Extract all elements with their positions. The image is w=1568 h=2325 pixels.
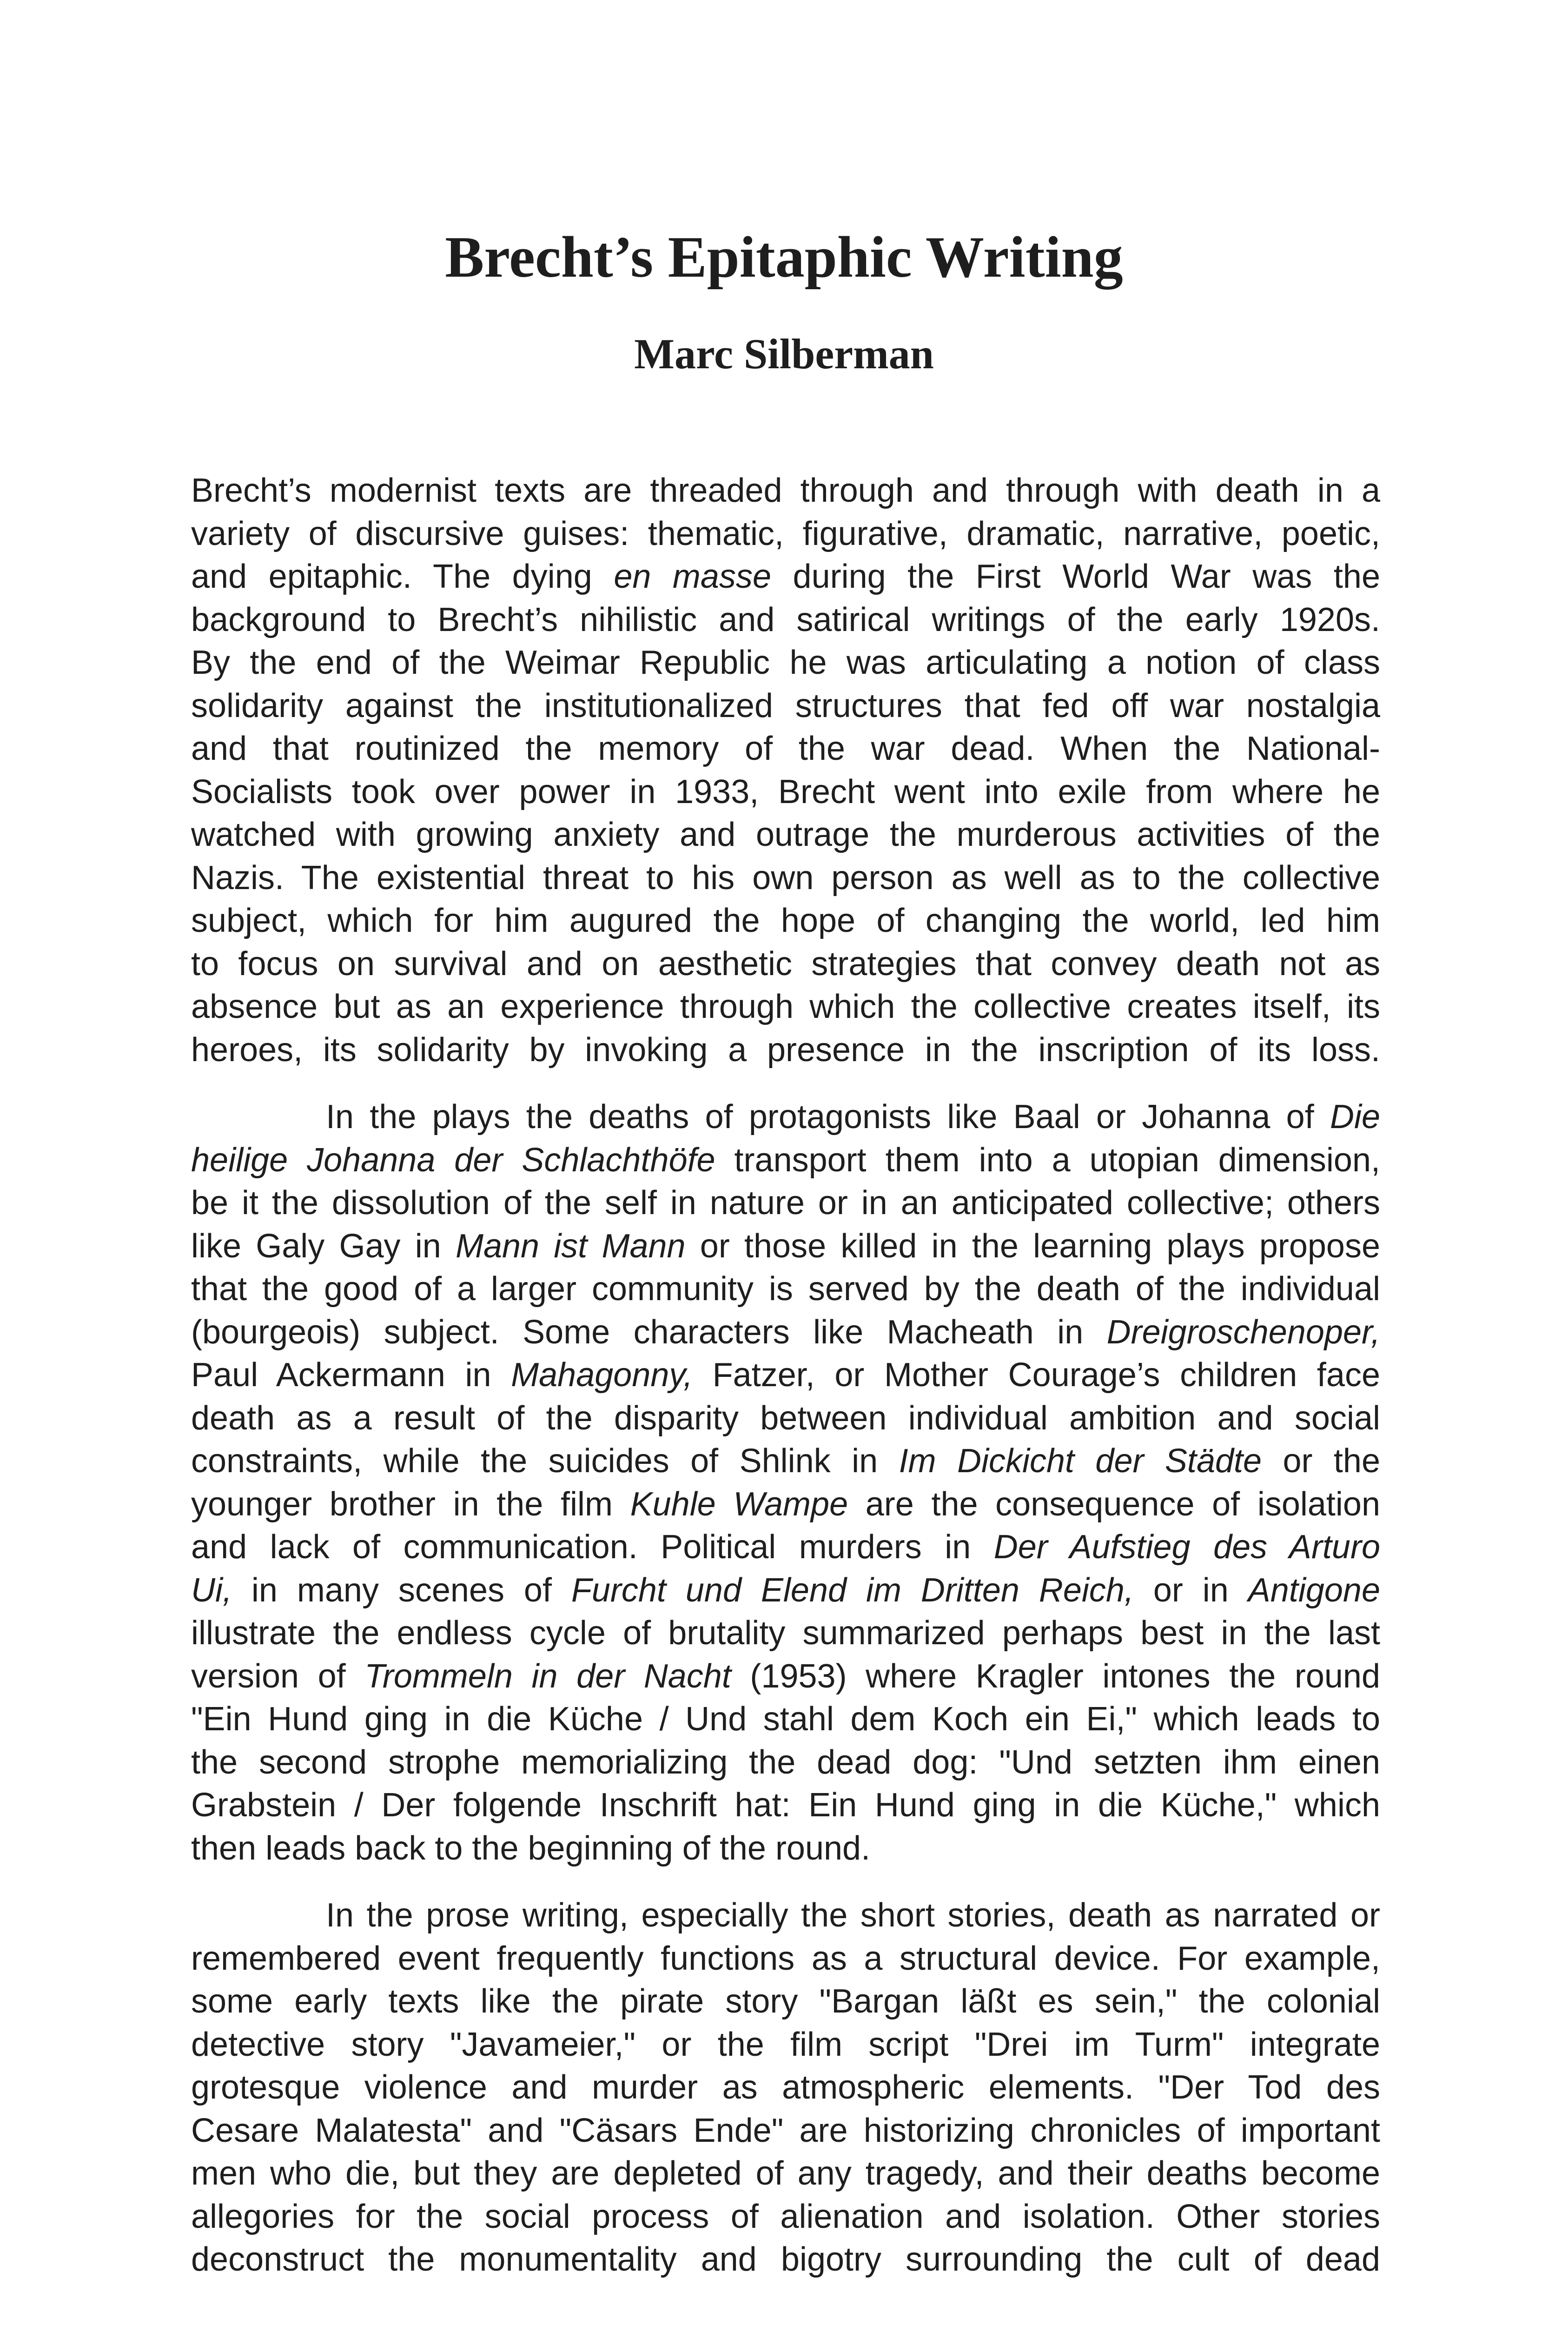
text-run: the second strophe memorializing the dead dog: "Und setzten ihm einen: [191, 1743, 1380, 1781]
text-line: [191, 1483, 1380, 1526]
text-line: [191, 943, 1380, 986]
text-line: [191, 1139, 1380, 1182]
text-line: [191, 899, 1380, 943]
text-line: [191, 1827, 1380, 1870]
author-name: Marc Silberman: [634, 330, 934, 378]
paragraph: [191, 1894, 1380, 2281]
text-line: [191, 1741, 1380, 1784]
text-run: version of: [191, 1657, 365, 1695]
text-run: Brecht’s modernist texts are threaded through and through with death in a: [191, 472, 1380, 509]
text-run: constraints, while the suicides of Shlink in: [191, 1442, 899, 1480]
italic-text-run: Antigone: [1248, 1571, 1381, 1609]
text-line: [191, 2152, 1380, 2195]
text-run: absence but as an experience through which the collective creates itself, its: [191, 988, 1380, 1025]
text-line: [191, 555, 1380, 598]
text-run: By the end of the Weimar Republic he was articulating a notion of class: [191, 644, 1380, 681]
text-run: Fatzer, or Mother Courage’s children face: [693, 1356, 1380, 1394]
text-line: [191, 1569, 1380, 1612]
text-run: in many scenes of: [232, 1571, 571, 1609]
italic-text-run: heilige Johanna der Schlachthöfe: [191, 1141, 715, 1179]
text-run: illustrate the endless cycle of brutality summarized perhaps best in the last: [191, 1614, 1380, 1652]
text-line: [191, 2109, 1380, 2152]
text-run: Paul Ackermann in: [191, 1356, 511, 1394]
text-run: heroes, its solidarity by invoking a presence in the inscription of its loss.: [191, 1031, 1380, 1069]
article-title: Brecht’s Epitaphic Writing: [445, 225, 1123, 290]
text-run: or those killed in the learning plays propose: [685, 1227, 1381, 1265]
text-line: [191, 684, 1380, 728]
text-line: [191, 1397, 1380, 1440]
italic-text-run: Im Dickicht der Städte: [899, 1442, 1262, 1480]
text-line: [191, 1029, 1380, 1072]
text-run: that the good of a larger community is served by the death of the individual: [191, 1270, 1380, 1308]
text-run: watched with growing anxiety and outrage the murderous activities of the: [191, 816, 1380, 853]
text-line: [191, 2238, 1380, 2281]
text-line: [191, 1440, 1380, 1483]
italic-text-run: Kuhle Wampe: [630, 1485, 848, 1523]
text-line: [191, 598, 1380, 642]
text-run: background to Brecht’s nihilistic and satirical writings of the early 1920s.: [191, 601, 1380, 638]
text-line: [191, 1096, 1380, 1139]
text-line: [191, 1894, 1380, 1937]
text-line: [191, 2066, 1380, 2109]
text-run: solidarity against the institutionalized structures that fed off war nostalgia: [191, 687, 1380, 724]
text-run: and epitaphic. The dying: [191, 558, 614, 595]
italic-text-run: Der Aufstieg des Arturo: [993, 1528, 1380, 1566]
text-run: or in: [1133, 1571, 1248, 1609]
text-line: [191, 2023, 1380, 2066]
text-line: [191, 1937, 1380, 1980]
text-run: remembered event frequently functions as a structural device. For example,: [191, 1940, 1380, 1977]
text-run: men who die, but they are depleted of any tragedy, and their deaths become: [191, 2155, 1380, 2192]
article-body: [191, 469, 1380, 2281]
text-run: allegories for the social process of alienation and isolation. Other stories: [191, 2198, 1380, 2235]
text-line: [191, 857, 1380, 900]
text-line: [191, 1612, 1380, 1655]
text-line: [191, 1268, 1380, 1311]
text-line: [191, 1182, 1380, 1225]
text-line: [191, 469, 1380, 512]
text-line: [191, 985, 1380, 1029]
text-line: [191, 727, 1380, 771]
italic-text-run: Mahagonny,: [511, 1356, 693, 1394]
text-line: [191, 1698, 1380, 1741]
text-run: death as a result of the disparity between individual ambition and social: [191, 1399, 1380, 1437]
text-line: [191, 771, 1380, 814]
text-run: younger brother in the film: [191, 1485, 630, 1523]
text-run: Socialists took over power in 1933, Brecht went into exile from where he: [191, 773, 1380, 810]
text-run: "Ein Hund ging in die Küche / Und stahl dem Koch ein Ei," which leads to: [191, 1701, 1380, 1738]
text-run: during the First World War was the: [771, 558, 1380, 595]
text-run: subject, which for him augured the hope of changing the world, led him: [191, 902, 1380, 939]
text-run: variety of discursive guises: thematic, figurative, dramatic, narrative, poetic,: [191, 515, 1380, 552]
italic-text-run: Die: [1330, 1098, 1380, 1136]
text-line: [191, 512, 1380, 556]
text-run: transport them into a utopian dimension,: [715, 1141, 1380, 1179]
text-run: or the: [1262, 1442, 1381, 1480]
text-line: [191, 1980, 1380, 2023]
text-run: In the plays the deaths of protagonists like Baal or Johanna of: [326, 1098, 1330, 1136]
text-run: like Galy Gay in: [191, 1227, 456, 1265]
text-line: [191, 1655, 1380, 1698]
text-line: [191, 2195, 1380, 2239]
text-run: be it the dissolution of the self in nature or in an anticipated collective; others: [191, 1184, 1380, 1222]
text-line: [191, 1225, 1380, 1268]
paragraph: [191, 1096, 1380, 1870]
text-line: [191, 1526, 1380, 1569]
text-run: then leads back to the beginning of the round.: [191, 1829, 871, 1867]
text-run: and lack of communication. Political murders in: [191, 1528, 994, 1566]
text-run: are the consequence of isolation: [848, 1485, 1380, 1523]
italic-text-run: Mann ist Mann: [455, 1227, 686, 1265]
text-run: deconstruct the monumentality and bigotry surrounding the cult of dead: [191, 2241, 1380, 2278]
text-run: (bourgeois) subject. Some characters like Macheath in: [191, 1313, 1107, 1351]
italic-text-run: Trommeln in der Nacht: [364, 1657, 731, 1695]
text-line: [191, 1784, 1380, 1827]
text-run: grotesque violence and murder as atmospheric elements. "Der Tod des: [191, 2069, 1380, 2106]
text-line: [191, 813, 1380, 857]
text-run: Grabstein / Der folgende Inschrift hat: Ein Hund ging in die Küche," which: [191, 1787, 1380, 1824]
text-line: [191, 641, 1380, 684]
italic-text-run: Ui,: [191, 1571, 232, 1609]
italic-text-run: Dreigroschenoper,: [1106, 1313, 1380, 1351]
text-run: In the prose writing, especially the short stories, death as narrated or: [326, 1897, 1380, 1934]
text-run: and that routinized the memory of the war dead. When the National-: [191, 730, 1380, 767]
text-run: Cesare Malatesta" and "Cäsars Ende" are historizing chronicles of important: [191, 2112, 1380, 2149]
text-line: [191, 1354, 1380, 1397]
italic-text-run: Furcht und Elend im Dritten Reich,: [571, 1571, 1134, 1609]
text-run: (1953) where Kragler intones the round: [731, 1657, 1380, 1695]
text-run: to focus on survival and on aesthetic strategies that convey death not as: [191, 945, 1380, 983]
text-run: some early texts like the pirate story "Bargan läßt es sein," the colonial: [191, 1983, 1380, 2020]
paragraph: [191, 469, 1380, 1071]
text-line: [191, 1311, 1380, 1354]
text-run: Nazis. The existential threat to his own person as well as to the collective: [191, 859, 1380, 897]
text-run: detective story "Javameier," or the film script "Drei im Turm" integrate: [191, 2026, 1380, 2063]
italic-text-run: en masse: [614, 558, 771, 595]
